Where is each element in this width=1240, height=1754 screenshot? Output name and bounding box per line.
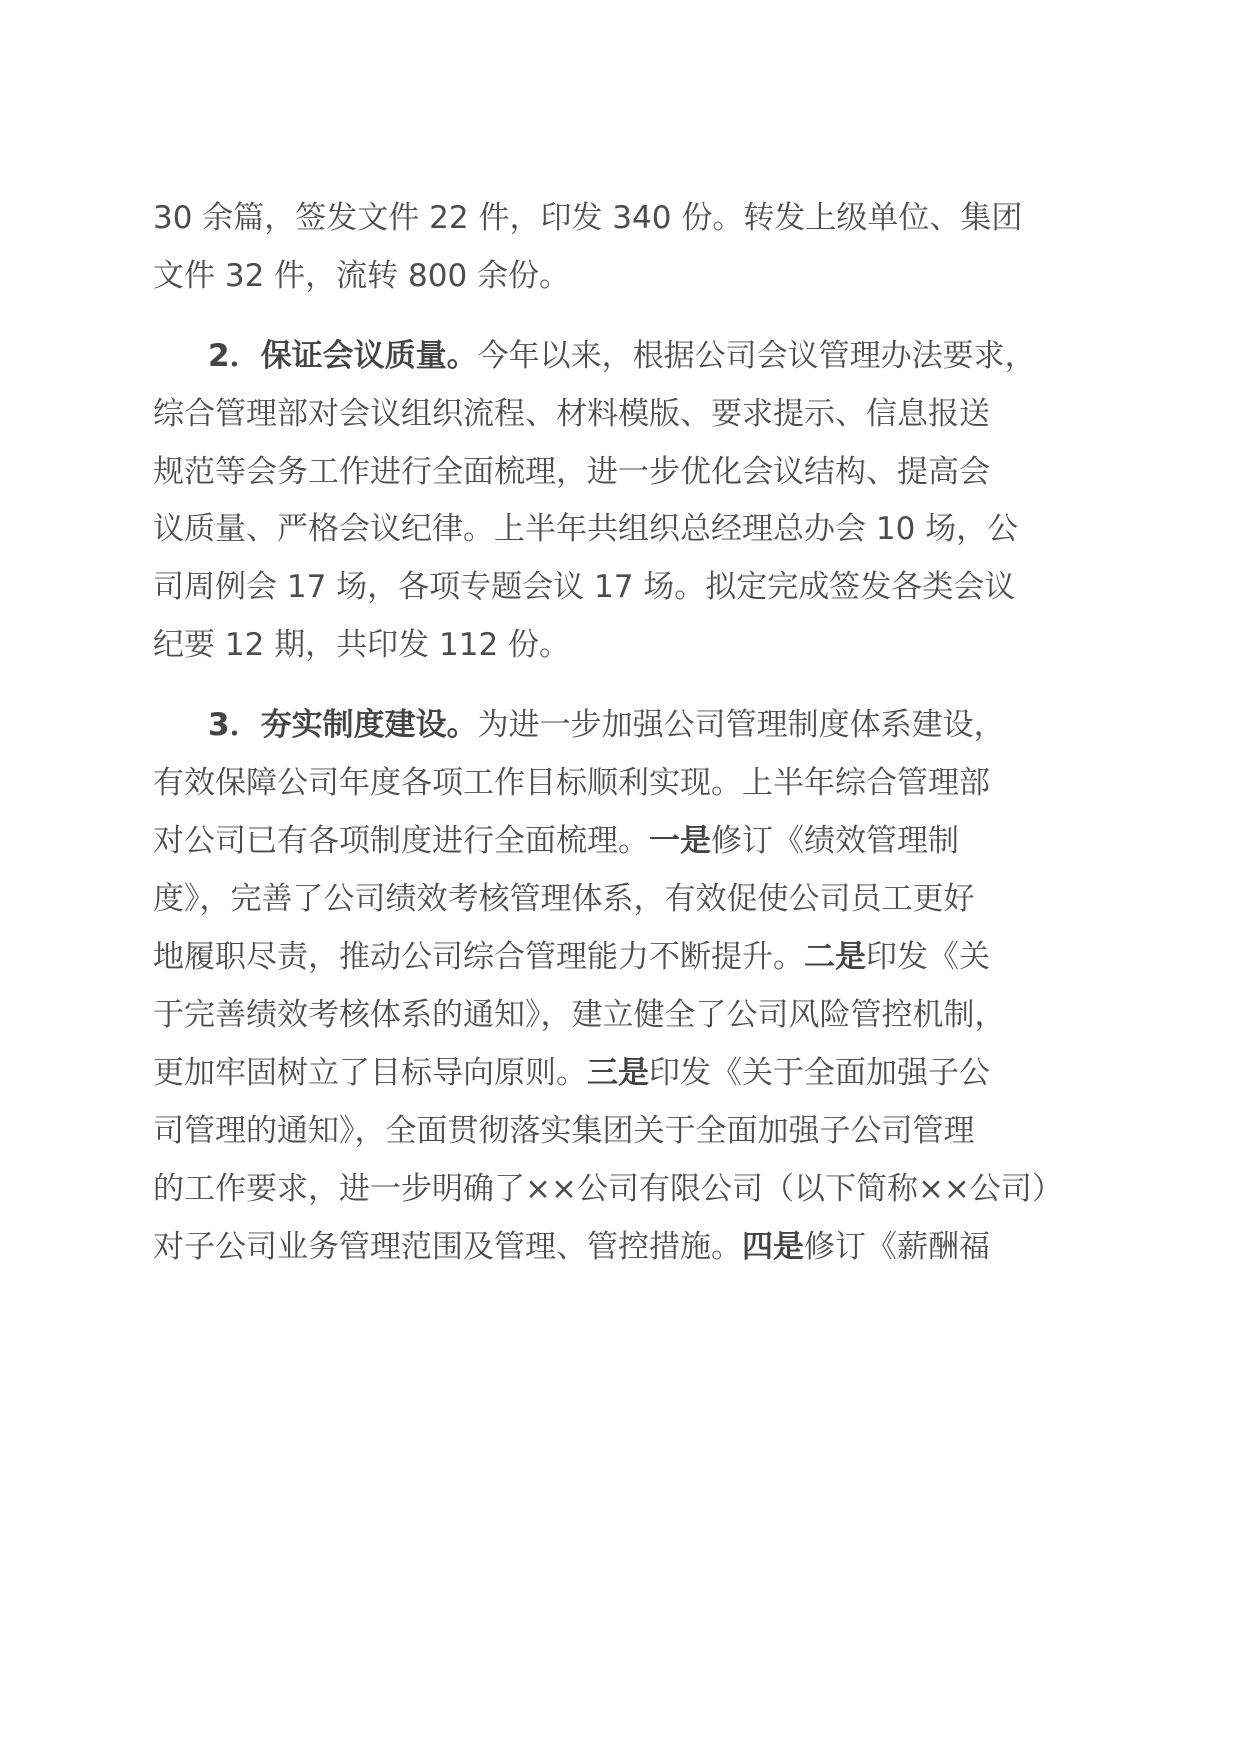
text-line (153, 993, 1006, 1037)
text-line (153, 1167, 1063, 1211)
text-run: 司周例会 17 场，各项专题会议 17 场。拟定完成签发各类会议 (153, 569, 1016, 605)
text-line (153, 761, 990, 805)
section-heading: 3．夯实制度建设。 (208, 707, 478, 743)
text-line (153, 1225, 990, 1269)
text-run: 议质量、严格会议纪律。上半年共组织总经理总办会 10 场，公 (153, 511, 1019, 547)
text-run: 修订《绩效管理制 (711, 823, 959, 859)
text-line (153, 254, 570, 298)
text-run: 今年以来，根据公司会议管理办法要求， (477, 338, 1036, 374)
text-line (153, 196, 1022, 240)
text-run: 有效保障公司年度各项工作目标顺利实现。上半年综合管理部 (153, 765, 990, 801)
text-run: 综合管理部对会议组织流程、材料模版、要求提示、信息报送 (153, 396, 990, 432)
text-run: 对公司已有各项制度进行全面梳理。 (153, 823, 649, 859)
text-line (153, 1109, 975, 1153)
text-line (153, 877, 975, 921)
text-run: 印发《关于全面加强子公 (649, 1055, 990, 1091)
text-run: 为进一步加强公司管理制度体系建设， (477, 707, 1005, 743)
text-line (153, 935, 990, 979)
emphasis-text: 四是 (742, 1229, 804, 1265)
emphasis-text: 三是 (587, 1055, 649, 1091)
text-run: 规范等会务工作进行全面梳理，进一步优化会议结构、提高会 (153, 454, 990, 490)
text-run: 修订《薪酬福 (804, 1229, 990, 1265)
emphasis-text: 二是 (804, 939, 866, 975)
text-run: 纪要 12 期，共印发 112 份。 (153, 627, 571, 663)
paragraph-2-first-line (208, 334, 1036, 378)
text-run: 印发《关 (866, 939, 990, 975)
text-line (153, 565, 1015, 609)
text-run: 30 余篇，签发文件 22 件，印发 340 份。转发上级单位、集团 (153, 200, 1023, 236)
text-run: 于完善绩效考核体系的通知》，建立健全了公司风险管控机制， (153, 997, 1006, 1033)
text-line (153, 507, 1018, 551)
text-line (153, 1051, 990, 1095)
text-line (153, 819, 959, 863)
text-run: 更加牢固树立了目标导向原则。 (153, 1055, 587, 1091)
text-run: 地履职尽责，推动公司综合管理能力不断提升。 (153, 939, 804, 975)
text-run: 司管理的通知》，全面贯彻落实集团关于全面加强子公司管理 (153, 1113, 975, 1149)
text-line (153, 392, 990, 436)
text-line (153, 623, 570, 667)
section-heading: 2．保证会议质量。 (208, 338, 478, 374)
emphasis-text: 一是 (649, 823, 711, 859)
text-run: 的工作要求，进一步明确了××公司有限公司（以下简称××公司） (153, 1171, 1063, 1207)
text-run: 度》，完善了公司绩效考核管理体系，有效促使公司员工更好 (153, 881, 975, 917)
text-run: 文件 32 件，流转 800 余份。 (153, 258, 571, 294)
text-run: 对子公司业务管理范围及管理、管控措施。 (153, 1229, 742, 1265)
paragraph-3-first-line (208, 703, 1005, 747)
text-line (153, 450, 990, 494)
